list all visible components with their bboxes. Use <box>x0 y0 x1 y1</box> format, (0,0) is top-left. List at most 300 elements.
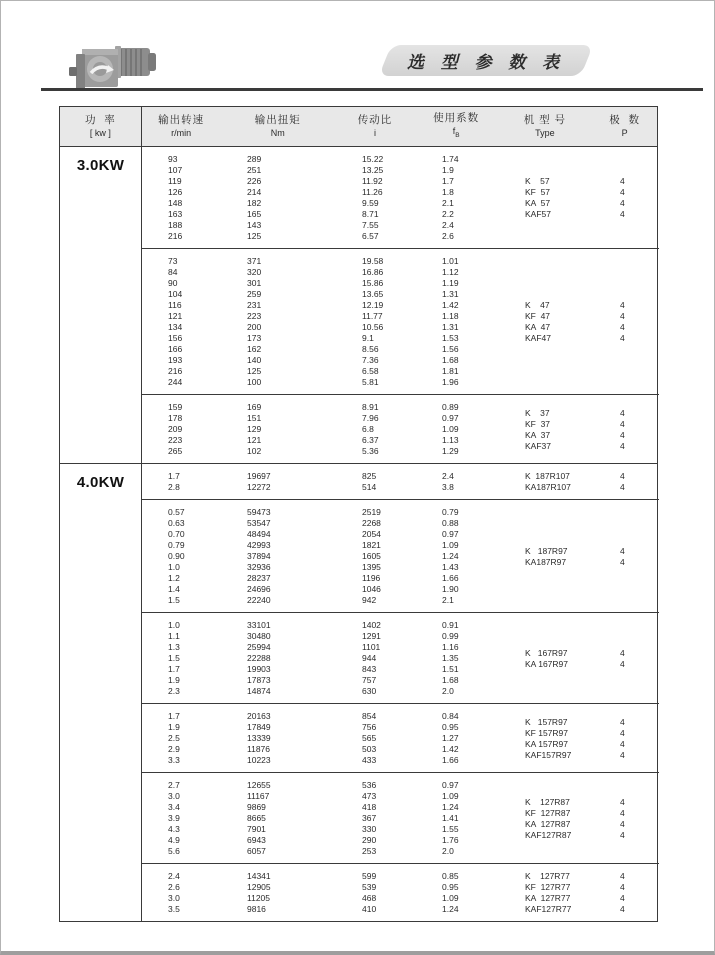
torque-value: 214 <box>247 187 262 197</box>
ratio-value: 825 <box>362 471 377 481</box>
poles-value: 4 <box>620 418 625 429</box>
poles-value: 4 <box>620 871 625 881</box>
type-column <box>499 471 594 493</box>
speed-value: 223 <box>168 435 183 445</box>
speed-value: 163 <box>168 209 183 219</box>
factor-value: 1.68 <box>442 675 459 685</box>
type-label: KF 127R77 <box>525 882 571 892</box>
ratio-column <box>336 620 416 697</box>
speed-value: 0.63 <box>168 518 185 528</box>
torque-value: 12905 <box>247 882 271 892</box>
ratio-value: 757 <box>362 675 377 685</box>
poles-column <box>594 471 659 493</box>
factor-value: 2.6 <box>442 231 454 241</box>
factor-value: 0.97 <box>442 529 459 539</box>
type-label: KA187R97 <box>525 556 567 567</box>
factor-value: 1.8 <box>442 187 454 197</box>
type-label: K 37 <box>525 407 550 418</box>
torque-column <box>221 871 336 915</box>
torque-value: 33101 <box>247 620 271 630</box>
ratio-value: 599 <box>362 871 377 881</box>
ratio-value: 1395 <box>362 562 381 572</box>
speed-column <box>142 871 221 915</box>
poles-value: 4 <box>620 807 625 818</box>
type-label: KF 127R87 <box>525 807 571 818</box>
ratio-value: 944 <box>362 653 377 663</box>
speed-value: 1.5 <box>168 653 180 663</box>
torque-value: 9816 <box>247 904 266 914</box>
speed-value: 0.70 <box>168 529 185 539</box>
factor-value: 1.74 <box>442 154 459 164</box>
torque-column <box>221 780 336 857</box>
torque-value: 42993 <box>247 540 271 550</box>
power-cell <box>60 464 142 921</box>
ratio-value: 418 <box>362 802 377 812</box>
speed-value: 3.5 <box>168 904 180 914</box>
torque-value: 6057 <box>247 846 266 856</box>
type-label: KA187R107 <box>525 482 571 492</box>
header-power-unit: [ kw ] <box>89 128 111 138</box>
ratio-column <box>336 402 416 457</box>
type-column <box>499 620 594 697</box>
factor-value: 0.88 <box>442 518 459 528</box>
speed-value: 116 <box>168 300 182 310</box>
torque-value: 301 <box>247 278 262 288</box>
speed-value: 126 <box>168 187 183 197</box>
speed-value: 166 <box>168 344 183 354</box>
ratio-value: 1046 <box>362 584 381 594</box>
data-block <box>142 612 659 703</box>
torque-value: 125 <box>247 366 262 376</box>
ratio-value: 1291 <box>362 631 381 641</box>
factor-value: 1.27 <box>442 733 459 743</box>
torque-value: 6943 <box>247 835 266 845</box>
ratio-value: 10.56 <box>362 322 384 332</box>
ratio-value: 433 <box>362 755 377 765</box>
power-section <box>60 147 657 463</box>
factor-value: 1.43 <box>442 562 459 572</box>
poles-value: 4 <box>620 471 625 481</box>
ratio-value: 7.96 <box>362 413 379 423</box>
speed-value: 216 <box>168 231 183 241</box>
factor-column <box>416 471 499 493</box>
type-label: KAF127R87 <box>525 829 572 840</box>
speed-column <box>142 154 221 242</box>
factor-value: 0.97 <box>442 780 459 790</box>
torque-value: 8665 <box>247 813 266 823</box>
torque-value: 19697 <box>247 471 271 481</box>
torque-value: 22288 <box>247 653 271 663</box>
torque-value: 14341 <box>247 871 271 881</box>
ratio-value: 942 <box>362 595 377 605</box>
speed-value: 121 <box>168 311 183 321</box>
ratio-value: 11.77 <box>362 311 383 321</box>
poles-column <box>594 256 659 388</box>
poles-column <box>594 402 659 457</box>
torque-value: 14874 <box>247 686 271 696</box>
ratio-value: 253 <box>362 846 377 856</box>
ratio-value: 9.1 <box>362 333 374 343</box>
type-column <box>499 871 594 915</box>
type-label: K 167R97 <box>525 647 568 658</box>
speed-value: 1.7 <box>168 711 180 721</box>
ratio-value: 15.86 <box>362 278 384 288</box>
torque-value: 37894 <box>247 551 271 561</box>
header-type-label: 机 型 号 <box>523 114 567 126</box>
header-ratio <box>335 107 415 146</box>
torque-value: 19903 <box>247 664 271 674</box>
poles-value: 4 <box>620 893 625 903</box>
poles-value: 4 <box>620 829 625 840</box>
ratio-column <box>336 154 416 242</box>
type-column <box>499 780 594 857</box>
factor-value: 0.89 <box>442 402 459 412</box>
speed-value: 119 <box>168 176 182 186</box>
selection-parameter-table <box>59 106 658 922</box>
poles-value: 4 <box>620 322 625 332</box>
speed-value: 2.3 <box>168 686 180 696</box>
type-label: KA 167R97 <box>525 658 569 669</box>
torque-value: 10223 <box>247 755 271 765</box>
poles-value: 4 <box>620 727 625 738</box>
speed-value: 73 <box>168 256 178 266</box>
factor-value: 1.24 <box>442 551 459 561</box>
ratio-column <box>336 871 416 915</box>
speed-column <box>142 780 221 857</box>
ratio-value: 1101 <box>362 642 381 652</box>
factor-value: 1.42 <box>442 300 459 310</box>
factor-value: 1.24 <box>442 802 459 812</box>
torque-value: 251 <box>247 165 262 175</box>
poles-value: 4 <box>620 209 625 219</box>
type-column <box>499 154 594 242</box>
speed-value: 2.7 <box>168 780 180 790</box>
type-column <box>499 711 594 766</box>
type-label: K 47 <box>525 300 550 310</box>
ratio-value: 2519 <box>362 507 381 517</box>
factor-value: 1.56 <box>442 344 459 354</box>
poles-value: 4 <box>620 738 625 749</box>
poles-column <box>594 780 659 857</box>
ratio-column <box>336 711 416 766</box>
power-section <box>60 463 657 921</box>
data-block <box>142 499 659 612</box>
poles-value: 4 <box>620 429 625 440</box>
factor-value: 1.09 <box>442 424 459 434</box>
torque-column <box>221 402 336 457</box>
factor-value: 1.90 <box>442 584 459 594</box>
factor-value: 1.19 <box>442 278 459 288</box>
ratio-value: 2268 <box>362 518 381 528</box>
ratio-value: 11.26 <box>362 187 383 197</box>
torque-value: 162 <box>247 344 262 354</box>
header-type <box>498 107 593 146</box>
factor-value: 1.13 <box>442 435 459 445</box>
ratio-column <box>336 507 416 606</box>
type-column <box>499 507 594 606</box>
poles-value: 4 <box>620 796 625 807</box>
factor-column <box>416 507 499 606</box>
ratio-value: 8.71 <box>362 209 379 219</box>
ratio-value: 536 <box>362 780 377 790</box>
factor-value: 1.96 <box>442 377 459 387</box>
speed-value: 209 <box>168 424 183 434</box>
torque-value: 17873 <box>247 675 271 685</box>
speed-value: 1.7 <box>168 471 180 481</box>
torque-value: 143 <box>247 220 262 230</box>
torque-value: 173 <box>247 333 262 343</box>
data-block <box>142 248 659 394</box>
type-label: KAF157R97 <box>525 749 572 760</box>
factor-value: 1.35 <box>442 653 459 663</box>
torque-value: 59473 <box>247 507 271 517</box>
torque-value: 48494 <box>247 529 271 539</box>
speed-value: 107 <box>168 165 183 175</box>
ratio-value: 1196 <box>362 573 381 583</box>
speed-value: 90 <box>168 278 178 288</box>
speed-value: 1.9 <box>168 675 180 685</box>
ratio-column <box>336 780 416 857</box>
factor-value: 1.51 <box>442 664 459 674</box>
speed-value: 4.3 <box>168 824 180 834</box>
speed-value: 1.0 <box>168 562 180 572</box>
ratio-value: 854 <box>362 711 377 721</box>
factor-column <box>416 154 499 242</box>
ratio-value: 1605 <box>362 551 381 561</box>
poles-value: 4 <box>620 904 625 914</box>
speed-value: 3.0 <box>168 791 180 801</box>
speed-column <box>142 620 221 697</box>
factor-value: 1.81 <box>442 366 459 376</box>
torque-value: 129 <box>247 424 262 434</box>
torque-value: 165 <box>247 209 262 219</box>
poles-value: 4 <box>620 300 625 310</box>
factor-value: 2.2 <box>442 209 454 219</box>
ratio-value: 6.8 <box>362 424 374 434</box>
torque-value: 223 <box>247 311 262 321</box>
blocks <box>142 464 659 921</box>
factor-value: 1.31 <box>442 289 459 299</box>
speed-value: 1.1 <box>168 631 180 641</box>
header-torque-unit: Nm <box>270 128 285 138</box>
ratio-column <box>336 256 416 388</box>
speed-value: 93 <box>168 154 178 164</box>
type-label: KAF57 <box>525 209 551 219</box>
torque-value: 125 <box>247 231 262 241</box>
speed-value: 2.8 <box>168 482 180 492</box>
poles-value: 4 <box>620 187 625 197</box>
ratio-value: 630 <box>362 686 377 696</box>
ratio-value: 410 <box>362 904 377 914</box>
factor-value: 1.9 <box>442 165 454 175</box>
type-column <box>499 256 594 388</box>
blocks <box>142 147 659 463</box>
factor-value: 1.55 <box>442 824 459 834</box>
header-ratio-label: 传动比 <box>357 114 393 126</box>
speed-column <box>142 711 221 766</box>
poles-value: 4 <box>620 176 625 186</box>
type-label: KF 57 <box>525 187 551 197</box>
header-poles-unit: P <box>621 128 628 138</box>
speed-value: 134 <box>168 322 183 332</box>
header-speed-label: 输出转速 <box>158 114 205 126</box>
ratio-value: 16.86 <box>362 267 384 277</box>
ratio-value: 5.36 <box>362 446 379 456</box>
header-service-factor <box>415 107 498 146</box>
poles-value: 4 <box>620 658 625 669</box>
factor-value: 1.01 <box>442 256 459 266</box>
type-label: K 57 <box>525 176 550 186</box>
header-ratio-unit: i <box>373 128 376 138</box>
factor-value: 0.97 <box>442 413 459 423</box>
speed-value: 4.9 <box>168 835 180 845</box>
torque-value: 24696 <box>247 584 271 594</box>
type-label: KF 47 <box>525 311 551 321</box>
ratio-value: 565 <box>362 733 377 743</box>
ratio-value: 9.59 <box>362 198 379 208</box>
header-service-factor-unit: $f_B$ <box>452 125 460 139</box>
torque-value: 371 <box>247 256 262 266</box>
torque-value: 320 <box>247 267 262 277</box>
poles-value: 4 <box>620 647 625 658</box>
speed-value: 265 <box>168 446 183 456</box>
speed-value: 3.0 <box>168 893 180 903</box>
factor-value: 1.66 <box>442 755 459 765</box>
type-label: KF 157R97 <box>525 727 568 738</box>
factor-value: 1.18 <box>442 311 459 321</box>
speed-value: 244 <box>168 377 183 387</box>
torque-value: 169 <box>247 402 262 412</box>
ratio-value: 19.58 <box>362 256 384 266</box>
factor-value: 1.41 <box>442 813 459 823</box>
poles-column <box>594 711 659 766</box>
torque-value: 11205 <box>247 893 271 903</box>
speed-value: 1.4 <box>168 584 180 594</box>
type-label: K 157R97 <box>525 716 568 727</box>
ratio-value: 13.65 <box>362 289 384 299</box>
factor-column <box>416 780 499 857</box>
poles-value: 4 <box>620 556 625 567</box>
header-rule <box>41 88 703 91</box>
ratio-value: 539 <box>362 882 377 892</box>
ratio-value: 8.56 <box>362 344 379 354</box>
ratio-value: 5.81 <box>362 377 379 387</box>
torque-value: 100 <box>247 377 262 387</box>
speed-column <box>142 256 221 388</box>
speed-value: 178 <box>168 413 183 423</box>
factor-value: 2.4 <box>442 220 454 230</box>
type-label: KA 127R77 <box>525 893 571 903</box>
data-block <box>142 863 659 921</box>
factor-value: 1.42 <box>442 744 459 754</box>
type-label: KA 157R97 <box>525 738 569 749</box>
factor-value: 0.95 <box>442 722 459 732</box>
type-column <box>499 402 594 457</box>
speed-value: 3.4 <box>168 802 180 812</box>
header-poles <box>592 107 657 146</box>
torque-value: 231 <box>247 300 262 310</box>
factor-value: 1.76 <box>442 835 459 845</box>
factor-value: 0.99 <box>442 631 459 641</box>
factor-value: 1.68 <box>442 355 459 365</box>
torque-value: 12272 <box>247 482 271 492</box>
poles-value: 4 <box>620 545 625 556</box>
type-label: KAF47 <box>525 333 551 343</box>
factor-value: 0.95 <box>442 882 459 892</box>
ratio-value: 503 <box>362 744 377 754</box>
header-service-factor-label: 使用系数 <box>433 111 480 124</box>
ratio-value: 7.36 <box>362 355 379 365</box>
speed-column <box>142 471 221 493</box>
factor-value: 2.0 <box>442 846 454 856</box>
speed-value: 0.79 <box>168 540 185 550</box>
ratio-value: 756 <box>362 722 377 732</box>
factor-value: 0.84 <box>442 711 459 721</box>
factor-column <box>416 402 499 457</box>
torque-value: 30480 <box>247 631 271 641</box>
type-label: K 187R97 <box>525 545 568 556</box>
speed-value: 2.9 <box>168 744 180 754</box>
speed-column <box>142 402 221 457</box>
speed-value: 1.2 <box>168 573 180 583</box>
speed-value: 188 <box>168 220 183 230</box>
ratio-value: 6.37 <box>362 435 379 445</box>
header-torque-label: 输出扭矩 <box>254 114 301 126</box>
poles-column <box>594 871 659 915</box>
speed-value: 1.9 <box>168 722 180 732</box>
ratio-value: 468 <box>362 893 377 903</box>
torque-value: 13339 <box>247 733 271 743</box>
header-speed <box>142 107 221 146</box>
factor-value: 1.66 <box>442 573 459 583</box>
speed-value: 2.4 <box>168 871 180 881</box>
factor-value: 1.29 <box>442 446 459 456</box>
header-torque <box>220 107 335 146</box>
ratio-value: 367 <box>362 813 377 823</box>
speed-value: 2.6 <box>168 882 180 892</box>
speed-value: 3.9 <box>168 813 180 823</box>
poles-value: 4 <box>620 440 625 451</box>
ratio-value: 6.58 <box>362 366 379 376</box>
ratio-value: 13.25 <box>362 165 384 175</box>
type-label: KF 37 <box>525 418 551 429</box>
speed-value: 216 <box>168 366 183 376</box>
ratio-value: 2054 <box>362 529 381 539</box>
speed-value: 0.90 <box>168 551 185 561</box>
torque-value: 289 <box>247 154 262 164</box>
ratio-value: 15.22 <box>362 154 384 164</box>
type-label: KAF37 <box>525 440 551 451</box>
data-block <box>142 147 659 248</box>
torque-value: 200 <box>247 322 262 332</box>
speed-value: 159 <box>168 402 183 412</box>
poles-value: 4 <box>620 198 625 208</box>
factor-value: 1.09 <box>442 540 459 550</box>
data-block <box>142 464 659 499</box>
factor-value: 1.12 <box>442 267 459 277</box>
type-label: K 127R87 <box>525 796 570 807</box>
type-label: K 127R77 <box>525 871 570 881</box>
poles-value: 4 <box>620 407 625 418</box>
speed-value: 1.3 <box>168 642 180 652</box>
speed-value: 5.6 <box>168 846 180 856</box>
poles-value: 4 <box>620 882 625 892</box>
torque-value: 140 <box>247 355 262 365</box>
poles-value: 4 <box>620 716 625 727</box>
speed-value: 104 <box>168 289 183 299</box>
speed-value: 84 <box>168 267 178 277</box>
torque-column <box>221 471 336 493</box>
